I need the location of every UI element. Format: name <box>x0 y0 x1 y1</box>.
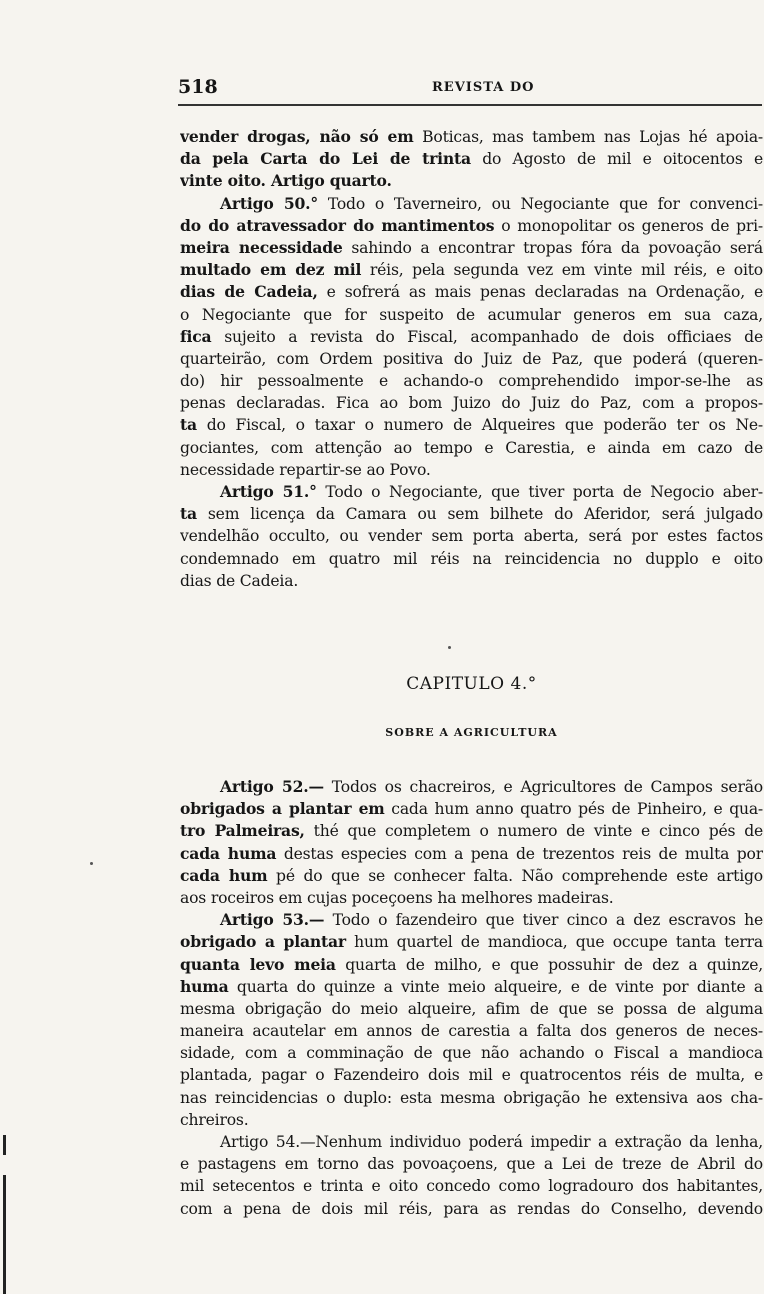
text-line: cada huma destas especies com a pena de trezentos reis de multa por <box>180 843 763 863</box>
binding-mark <box>3 1135 6 1155</box>
text-line: quarteirão, com Ordem positiva do Juiz de Paz, que poderá (queren- <box>180 349 763 368</box>
text-line: vender drogas, não só em Boticas, mas tambem nas Lojas hé apoia- <box>180 127 763 146</box>
text-line: chreiros. <box>180 1110 249 1129</box>
text-line: mesma obrigação do meio alqueire, afim de que se possa de alguma <box>180 999 763 1018</box>
text-line: ta do Fiscal, o taxar o numero de Alqueires que poderão ter os Ne- <box>180 415 763 435</box>
text-line: meira necessidade sahindo a encontrar tropas fóra da povoação será <box>180 237 763 257</box>
text-line: penas declaradas. Fica ao bom Juizo do Juiz do Paz, com a propos- <box>180 394 763 413</box>
body-section-1 <box>180 126 763 592</box>
text-line: maneira acautelar em annos de carestia a falta dos generos de neces- <box>180 1022 763 1041</box>
paragraph <box>180 193 763 481</box>
text-line: Artigo 54.—Nenhum individuo poderá impedir a extração da lenha, <box>220 1133 763 1151</box>
text-line: huma quarta do quinze a vinte meio alqueire, e de vinte por diante a <box>180 976 763 996</box>
text-line: multado em dez mil réis, pela segunda vez em vinte mil réis, e oito <box>180 260 763 280</box>
text-line: plantada, pagar o Fazendeiro dois mil e quatrocentos réis de multa, e <box>180 1066 763 1085</box>
text-line: ta sem licença da Camara ou sem bilhete do Aferidor, será julgado <box>180 504 763 524</box>
text-line: Artigo 50.° Todo o Taverneiro, ou Negociante que for convenci- <box>220 193 763 213</box>
text-line: dias de Cadeia. <box>180 571 299 590</box>
text-line: e pastagens em torno das povoaçoens, que a Lei de treze de Abril do <box>180 1155 763 1174</box>
text-line: obrigados a plantar em cada hum anno quatro pés de Pinheiro, e qua- <box>180 799 763 819</box>
header-rule <box>178 104 762 106</box>
text-line: Artigo 52.— Todos os chacreiros, e Agricultores de Campos serão <box>220 777 763 796</box>
text-line: nas reincidencias o duplo: esta mesma obrigação he extensiva aos cha- <box>180 1088 763 1107</box>
text-line: mil setecentos e trinta e oito concedo como logradouro dos habitantes, <box>180 1177 763 1196</box>
text-line: quanta levo meia quarta de milho, e que possuhir de dez a quinze, <box>180 954 763 974</box>
text-line: do) hir pessoalmente e achando-o comprehendido impor-se-lhe as <box>180 372 763 391</box>
text-line: Artigo 51.° Todo o Negociante, que tiver porta de Negocio aber- <box>220 482 763 501</box>
text-line: vinte oito. Artigo quarto. <box>180 171 392 191</box>
running-head: REVISTA DO <box>432 80 535 95</box>
chapter-heading: CAPITULO 4.° <box>406 674 537 694</box>
section-subtitle: SOBRE A AGRICULTURA <box>385 726 558 739</box>
paragraph <box>180 909 763 1131</box>
text-line: tro Palmeiras, thé que completem o numero de vinte e cinco pés de <box>180 821 763 841</box>
speck <box>90 862 93 865</box>
text-line: condemnado em quatro mil réis na reincidencia no dupplo e oito <box>180 549 763 568</box>
text-line: do do atravessador do mantimentos o monopolitar os generos de pri- <box>180 215 763 235</box>
speck <box>448 646 451 649</box>
text-line: vendelhão occulto, ou vender sem porta aberta, será por estes factos <box>180 527 763 546</box>
text-line: o Negociante que for suspeito de acumular generos em sua caza, <box>180 305 763 324</box>
text-line: fica sujeito a revista do Fiscal, acompanhado de dois officiaes de <box>180 326 763 346</box>
paragraph <box>180 776 763 909</box>
paragraph <box>180 126 763 193</box>
binding-mark <box>3 1175 6 1294</box>
text-line: sidade, com a comminação de que não achando o Fiscal a mandioca <box>180 1044 763 1063</box>
paragraph <box>180 1131 763 1220</box>
text-line: dias de Cadeia, e sofrerá as mais penas declaradas na Ordenação, e <box>180 282 763 302</box>
binding-edge <box>0 0 10 1294</box>
text-line: aos roceiros em cujas poceçoens ha melhores madeiras. <box>180 888 614 907</box>
text-line: com a pena de dois mil réis, para as rendas do Conselho, devendo <box>180 1199 763 1218</box>
text-line: gociantes, com attenção ao tempo e Carestia, e ainda em cazo de <box>180 438 763 457</box>
text-line: cada hum pé do que se conhecer falta. Não comprehende este artigo <box>180 865 763 885</box>
paragraph <box>180 481 763 592</box>
text-line: da pela Carta do Lei de trinta do Agosto de mil e oitocentos e <box>180 149 763 169</box>
page-number: 518 <box>178 76 218 98</box>
text-line: Artigo 53.— Todo o fazendeiro que tiver cinco a dez escravos he <box>220 910 763 930</box>
text-line: obrigado a plantar hum quartel de mandioca, que occupe tanta terra <box>180 932 763 952</box>
page-header <box>178 76 762 100</box>
text-line: necessidade repartir-se ao Povo. <box>180 460 431 479</box>
body-section-2 <box>180 776 763 1220</box>
